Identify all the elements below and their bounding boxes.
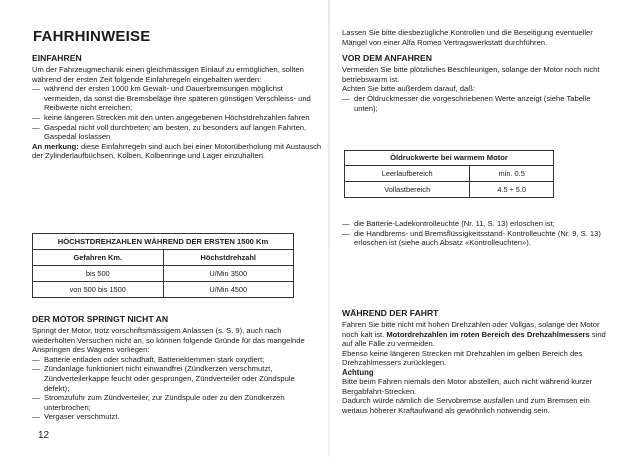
table-cell: min. 0.5 [470,166,554,182]
page-fold [328,0,330,457]
anfahren-heading: VOR DEM ANFAHREN [342,53,432,64]
fahrt-paragraph-2: Ebenso keine längeren Strecken mit Drehzahlen im gelben Bereich des Drehzahlmessers zurücklegen. [342,348,583,368]
merkung-label: An merkung: [32,141,79,151]
rpm-table-caption: HÖCHSTDREHZAHLEN WÄHREND DER ERSTEN 1500 Km [32,233,294,249]
fahrt-paragraph-1 [342,320,614,349]
motor-heading: DER MOTOR SPRINGT NICHT AN [32,314,169,324]
fahrt-text-a: Fahren Sie bitte nicht mit hohen Drehzahlen oder Vollgas, solange der Motor noch kalt ist. [342,320,600,339]
page-number: 12 [38,430,50,441]
left-column [32,28,322,161]
table-row [345,182,554,198]
anfahren-list [342,94,614,113]
table-cell: 4.5 ÷ 5.0 [470,182,554,198]
right-intro: Lassen Sie bitte diesbezügliche Kontrollen und die Beseitigung eventueller Mängel von einer Alfa Romeo Vertragswerkstatt durchführen. [342,28,593,47]
achtung-heading: Achtung [342,367,374,377]
rpm-table [32,233,294,298]
lamp-list [342,219,614,248]
list-item: — Gaspedal nicht voll durchtreten; am besten, zu besonders auf langen Fahrten, Gaspedal loslassen [32,123,322,142]
oil-pressure-table [344,150,554,198]
motor-list [32,355,322,422]
list-item: — die Handbrems- und Bremsflüssigkeitsstand- Kontrolleuchte (Nr. 9, S. 13) erloschen ist (siehe auch Absatz «Kontrolleuchten»). [342,229,614,248]
list-item: — während der ersten 1000 km Gewalt- und Dauerbremsungen möglichst vermeiden, da sonst die Bremsbeläge ihre späteren günstigen Verschleiss- und Reibwerte nicht erreichen; [32,84,322,113]
einfahren-list [32,84,322,142]
table-header: Höchstdrehzahl [163,250,294,266]
table-row [345,166,554,182]
fahrt-text-c: sind auf alle Fälle zu vermeiden. [342,329,606,349]
einfahren-heading: EINFAHREN [32,53,82,63]
list-item: — die Batterie-Ladekontrolleuchte (Nr. 11, S. 13) erloschen ist; [342,219,614,229]
table-cell: U/Min 4500 [163,282,294,298]
einfahren-intro: Um der Fahrzeugmechanik einen gleichmässigen Einlauf zu ermöglichen, sollten während der ersten Zeit folgende Einfahrregeln eingehalten werden: [32,65,304,84]
motor-section [32,314,322,422]
table-cell: von 500 bis 1500 [33,282,164,298]
motor-intro: Springt der Motor, trotz vorschriftsmässigem Anlassen (s. S. 9), auch nach wiederholten Versuchen nicht an, so können folgende Gründe für das mangelnde Anspringen des Wagens vorliegen: [32,326,305,355]
page-title: FAHRHINWEISE [33,28,151,45]
list-item: — Stromzufuhr zum Zündverteiler, zur Zündspule oder zu den Zündkerzen unterbrochen; [32,393,322,412]
merkung-text: diese Einfahrregeln sind auch bei einer Motorüberholung mit Austausch der Zylinderlaufbüchsen, Kolben, Kolbenringe und Lager einzuhalten. [32,141,322,161]
list-item: — keine längeren Strecken mit den unten angegebenen Höchstdrehzahlen fahren [32,113,322,123]
oil-table-caption: Öldruckwerte bei warmem Motor [344,150,554,165]
anfahren-text-2: Achten Sie bitte außerdem darauf, daß: [342,84,475,94]
list-item: — der Öldruckmesser die vorgeschriebenen Werte anzeigt (siehe Tabelle unten); [342,94,614,113]
right-column [342,28,614,113]
table-cell: Leerlaufbereich [345,166,470,182]
lamp-section [342,219,614,248]
list-item: — Batterie entladen oder schadhaft, Batterieklemmen stark oxydiert; [32,355,322,365]
fahrt-text-bold: Motordrehzahlen im roten Bereich des Drehzahlmessers [386,329,590,339]
table-cell: bis 500 [33,266,164,282]
fahrt-section [342,308,614,415]
table-cell: U/Min 3500 [163,266,294,282]
table-row [33,266,294,282]
table-cell: Vollastbereich [345,182,470,198]
merkung-paragraph [32,142,322,161]
achtung-paragraph-2: Dadurch würde nämlich die Servobremse ausfallen und zum Bremsen ein weitaus höherer Kraftaufwand als gewöhnlich notwendig sein. [342,396,590,415]
anfahren-text-1: Vermeiden Sie bitte plötzliches Beschleunigen, solange der Motor noch nicht betriebswarm ist. [342,65,600,84]
list-item: — Zündanlage funktioniert nicht einwandfrei (Zündkerzen verschmutzt, Zündverteilerkappe feucht oder gesprungen, Zündverteiler oder Zündspule defekt); [32,364,322,393]
fahrt-heading: WÄHREND DER FAHRT [342,308,439,318]
table-header: Gefahren Km. [33,250,164,266]
achtung-paragraph-1: Bitte beim Fahren niemals den Motor abstellen, auch nicht während kurzer Bergabfahrt-Strecken. [342,376,593,396]
table-row [33,282,294,298]
list-item: — Vergaser verschmutzt. [32,412,322,422]
